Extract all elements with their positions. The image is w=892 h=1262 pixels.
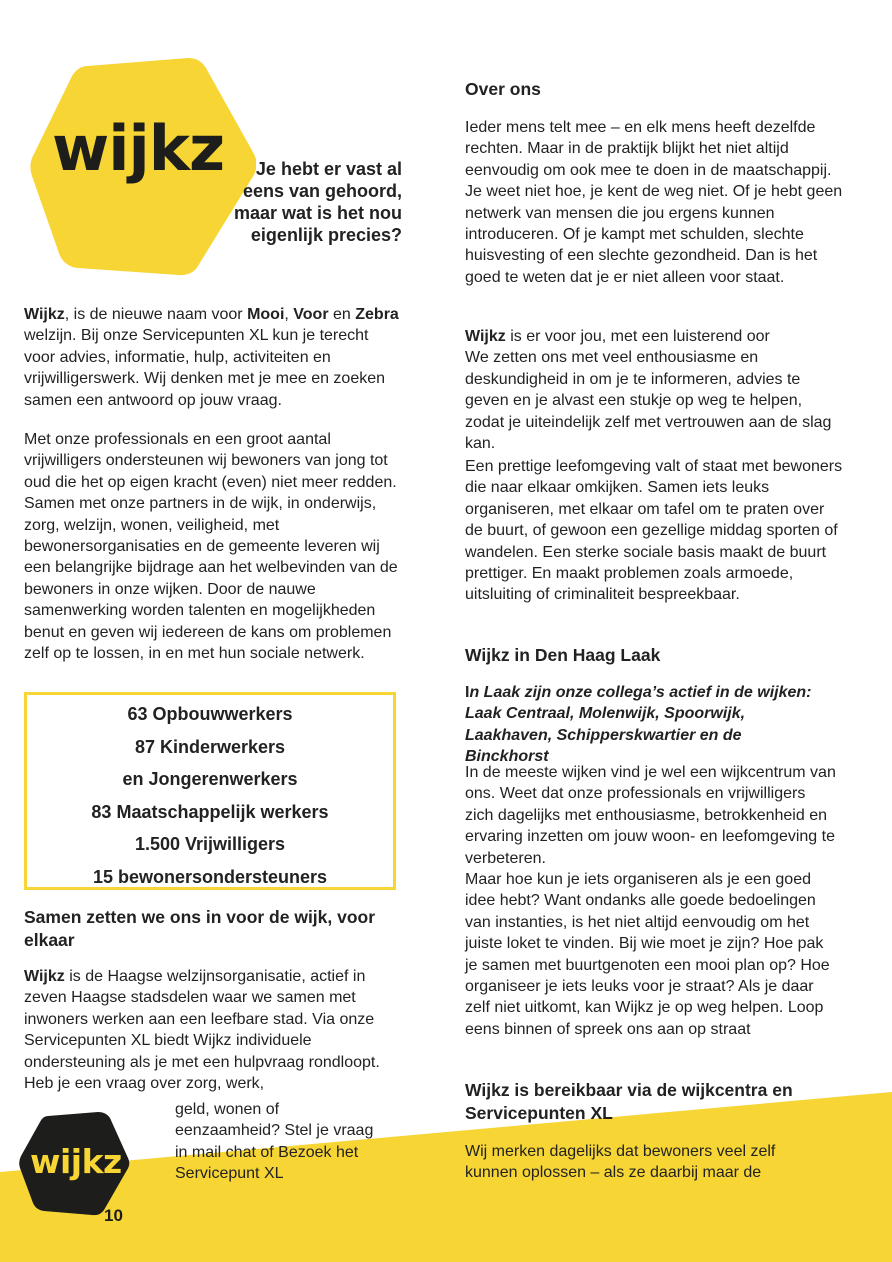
brand-name: Wijkz bbox=[24, 306, 65, 323]
left-heading-block bbox=[24, 906, 396, 952]
right-paragraph-6 bbox=[465, 1141, 815, 1184]
right-paragraph-2 bbox=[465, 326, 845, 454]
text: welzijn. Bij onze Servicepunten XL kun je terecht voor advies, informatie, hulp, activiteiten en vrijwilligerswerk. Wij denken met je mee en zoeken samen een antwoord op jouw vraag. bbox=[24, 327, 386, 409]
brand-name: Wijkz bbox=[24, 968, 65, 985]
text: I bbox=[465, 684, 470, 701]
stat-line: 63 Opbouwwerkers bbox=[127, 704, 293, 724]
footer-logo-wordmark: wijkz bbox=[30, 1142, 122, 1181]
paragraph-text: Ieder mens telt mee – en elk mens heeft dezelfde rechten. Maar in de praktijk blijkt het niet altijd eenvoudig om ook mee te doen in de maatschappij. Je weet niet hoe, je kent de weg niet. Of je hebt geen netwerk van mensen die jou ergens kunnen introduceren. Of je kampt met schulden, slechte huisvesting of een slechte gezondheid. Dan is het goed te weten dat je er niet alleen voor staat. bbox=[465, 119, 843, 286]
text: n Laak zijn onze collega’s actief in de wijken: Laak Centraal, Molenwijk, Spoorwijk, Laakhaven, Schipperskwartier en de Binckhorst bbox=[465, 684, 812, 766]
paragraph-text: Een prettige leefomgeving valt of staat met bewoners die naar elkaar omkijken. Samen iets leuks organiseren, met elkaar om tafel om te praten over de buurt, of gewoon een gezellige middag sporten of wandelen. Een sterke sociale basis maakt de buurt prettiger. En maakt problemen zoals armoede, uitsluiting of criminaliteit bespreekbaar. bbox=[465, 458, 843, 604]
text: , bbox=[284, 306, 294, 323]
paragraph-text: Wij merken dagelijks dat bewoners veel zelf kunnen oplossen – als ze daarbij maar de bbox=[465, 1143, 776, 1182]
paragraph-text: geld, wonen of eenzaamheid? Stel je vraag in mail chat of Bezoek het Servicepunt XL bbox=[175, 1101, 374, 1183]
paragraph-text: In de meeste wijken vind je wel een wijkcentrum van ons. Weet dat onze professionals en vrijwilligers zich dagelijks met enthousiasme, betrokkenheid en ervaring inzetten om jouw woon- en leefomgeving te verbeteren. bbox=[465, 764, 836, 867]
left-paragraph-3-continued bbox=[175, 1099, 385, 1185]
left-paragraph-2 bbox=[24, 429, 402, 664]
stat-line: 83 Maatschappelijk werkers bbox=[91, 801, 329, 822]
intro-question: Je hebt er vast al eens van gehoord, maar wat is het nou eigenlijk precies? bbox=[233, 159, 402, 245]
right-heading-1-block bbox=[465, 78, 845, 101]
right-heading-2-block bbox=[465, 644, 845, 667]
stat-line: 15 bewonersondersteuners bbox=[92, 866, 328, 887]
right-paragraph-5 bbox=[465, 762, 837, 1040]
text: en bbox=[328, 306, 356, 323]
brand-zebra: Zebra bbox=[355, 306, 399, 323]
right-paragraph-4 bbox=[465, 682, 815, 768]
brand-name: Wijkz bbox=[465, 328, 506, 345]
text: is er voor jou, met een luisterend oor bbox=[505, 328, 770, 345]
stat-line: 87 Kinderwerkers bbox=[134, 736, 286, 757]
section-heading: Over ons bbox=[465, 79, 541, 99]
stat-line: 1.500 Vrijwilligers bbox=[134, 834, 286, 854]
section-heading: Wijkz is bereikbaar via de wijkcentra en Servicepunten XL bbox=[465, 1080, 793, 1123]
logo-wordmark: wijkz bbox=[52, 112, 225, 185]
paragraph-text: Maar hoe kun je iets organiseren als je een goed idee hebt? Want ondanks alle goede bedoelingen van instanties, is het niet altijd eenvoudig om het juiste loket te vinden. Bij wie moet je zijn? Hoe pak je samen met buurtgenoten een mooi plan op? Hoe organiseer je iets leuks voor je straat? Als je daar zelf niet uitkomt, kan Wijkz je op weg helpen. Loop eens binnen of spreek ons aan op straat bbox=[465, 871, 830, 1038]
stat-line: en Jongerenwerkers bbox=[122, 769, 298, 789]
right-paragraph-3 bbox=[465, 456, 845, 606]
section-heading: Samen zetten we ons in voor de wijk, voor elkaar bbox=[24, 907, 376, 950]
text: We zetten ons met veel enthousiasme en deskundigheid in om je te informeren, advies te geven en je alvast een stukje op weg te helpen, zodat je uiteindelijk zelf met vertrouwen aan de slag kan. bbox=[465, 349, 832, 453]
brand-mooi: Mooi bbox=[247, 306, 285, 323]
paragraph-text: Met onze professionals en een groot aantal vrijwilligers ondersteunen wij bewoners van jong tot oud die het op eigen kracht (even) niet meer redden. Samen met onze partners in de wijk, in onderwijs, zorg, welzijn, wonen, veiligheid, met bewonersorganisaties en de gemeente leveren wij een belangrijke bijdrage aan het welbevinden van de bewoners in onze wijken. Door de nauwe samenwerking worden talenten en mogelijkheden benut en geven wij iedereen de kans om problemen zelf op te lossen, in en met hun sociale netwerk. bbox=[24, 431, 398, 663]
left-paragraph-1 bbox=[24, 304, 402, 411]
left-paragraph-3 bbox=[24, 966, 396, 1094]
section-heading: Wijkz in Den Haag Laak bbox=[465, 645, 661, 665]
text: , is de nieuwe naam voor bbox=[64, 306, 248, 323]
right-paragraph-1 bbox=[465, 117, 845, 288]
page-number: 10 bbox=[104, 1206, 123, 1225]
statistics-box bbox=[24, 692, 396, 890]
text: is de Haagse welzijnsorganisatie, actief in zeven Haagse stadsdelen waar we samen met inwoners werken aan een leefbare stad. Via onze Servicepunten XL biedt Wijkz individuele ondersteuning als je met een hulpvraag rondloopt. Heb je een vraag over zorg, werk, bbox=[24, 968, 380, 1093]
right-heading-3-block bbox=[465, 1079, 837, 1125]
brand-voor: Voor bbox=[293, 306, 329, 323]
